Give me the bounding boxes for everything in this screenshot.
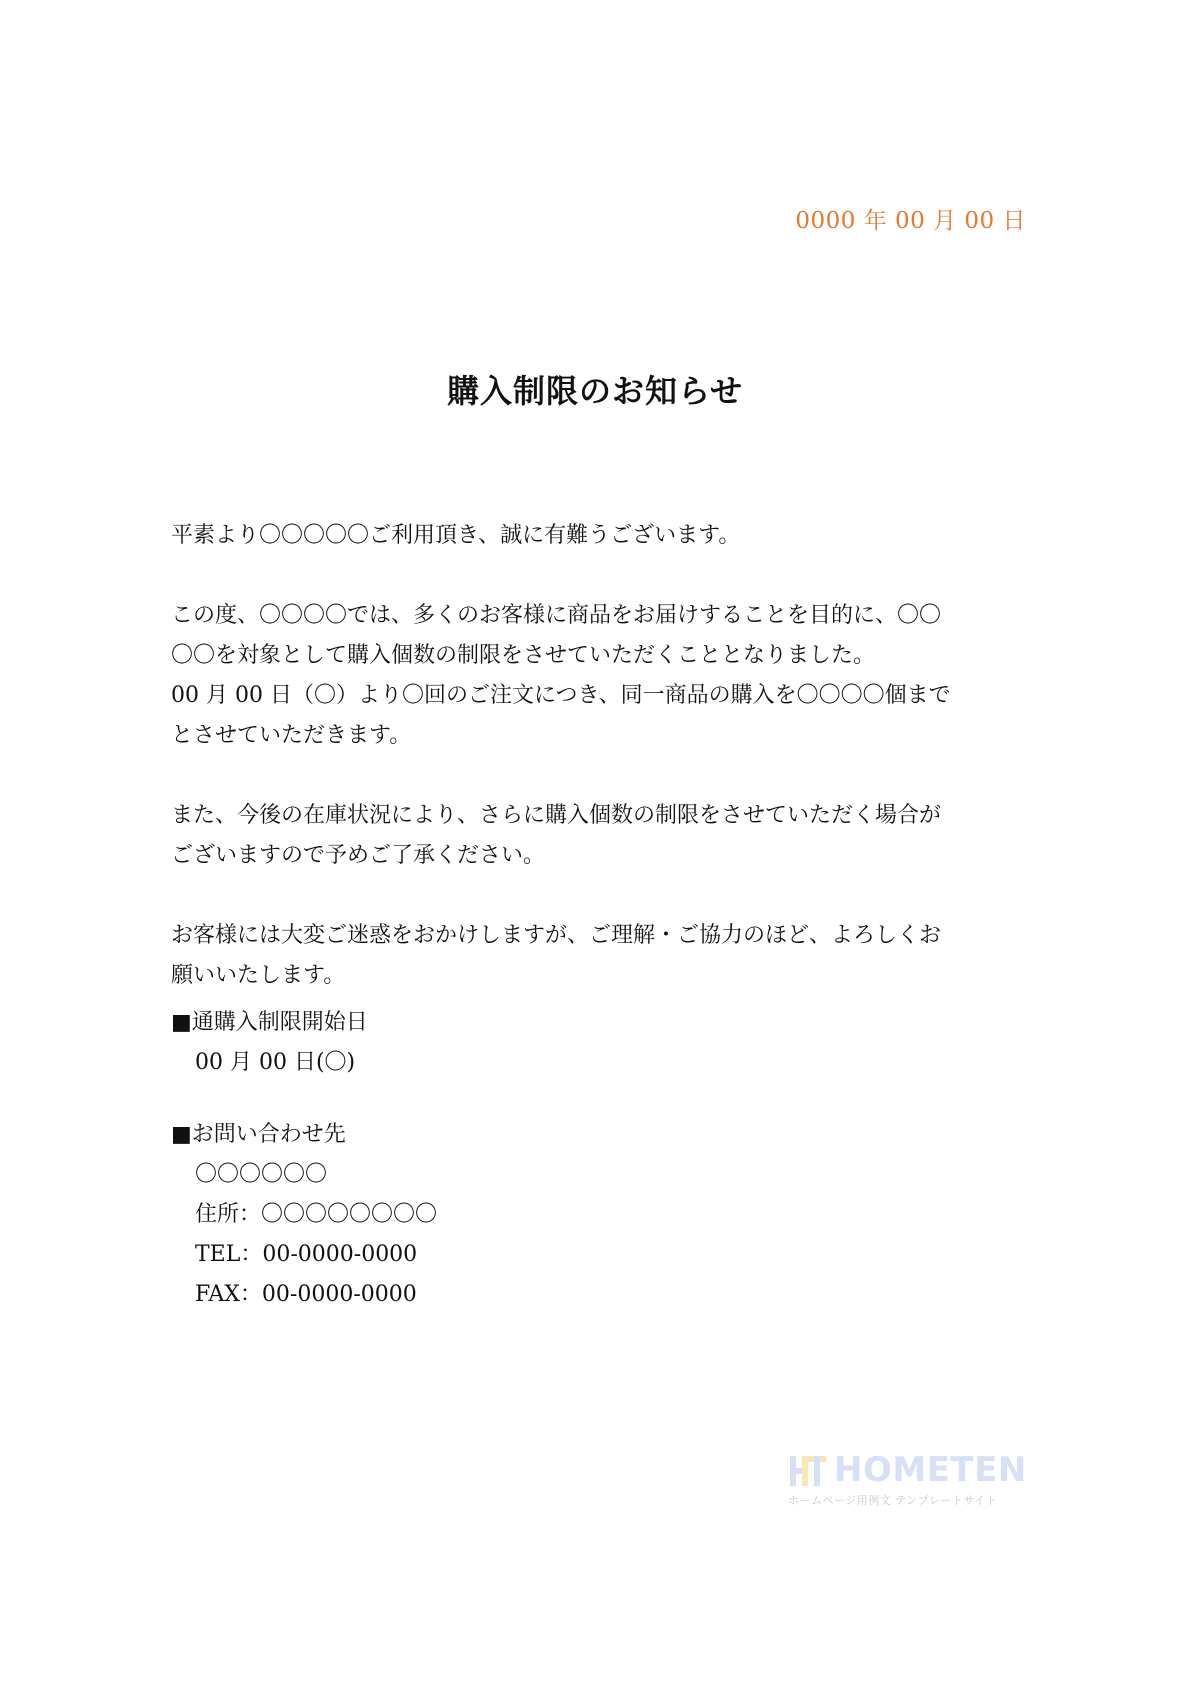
contact-tel: TEL：00-0000-0000 bbox=[195, 1242, 418, 1267]
hometen-logo-name: HOMETEN bbox=[834, 1450, 1027, 1490]
paragraph-restriction: この度、〇〇〇〇では、多くのお客様に商品をお届けすることを目的に、〇〇 〇〇を対象として購入個数の制限をさせていただくこととなりました。 00 月 00 日（〇）より〇回のご注文につき、同一商品の購入を〇〇〇〇個まで とさせていただきます。 bbox=[171, 603, 951, 748]
hometen-logo bbox=[788, 1450, 1027, 1510]
document-body bbox=[171, 516, 1021, 1036]
document-title: 購入制限のお知らせ bbox=[446, 372, 744, 410]
start-date-heading: ■通購入制限開始日 bbox=[171, 1010, 368, 1035]
contact-address: 住所：〇〇〇〇〇〇〇〇 bbox=[195, 1202, 438, 1227]
start-date-section bbox=[171, 1003, 368, 1083]
contact-section bbox=[171, 1115, 437, 1315]
document-date: 0000 年 00 月 00 日 bbox=[795, 208, 1026, 234]
contact-heading: ■お問い合わせ先 bbox=[171, 1122, 346, 1147]
paragraph-greeting: 平素より〇〇〇〇〇ご利用頂き、誠に有難うございます。 bbox=[171, 523, 741, 548]
paragraph-apology: お客様には大変ご迷惑をおかけしますが、ご理解・ご協力のほど、よろしくお 願いいたします。 bbox=[171, 923, 942, 988]
start-date-value: 00 月 00 日(〇) bbox=[195, 1050, 356, 1075]
hometen-logo-tagline: ホームページ用例文 テンプレートサイト bbox=[788, 1494, 998, 1507]
hometen-logo-icon bbox=[788, 1452, 828, 1488]
contact-fax: FAX：00-0000-0000 bbox=[195, 1282, 417, 1307]
paragraph-future: また、今後の在庫状況により、さらに購入個数の制限をさせていただく場合が ございますので予めご了承ください。 bbox=[171, 803, 942, 868]
contact-name: 〇〇〇〇〇〇 bbox=[195, 1162, 328, 1187]
